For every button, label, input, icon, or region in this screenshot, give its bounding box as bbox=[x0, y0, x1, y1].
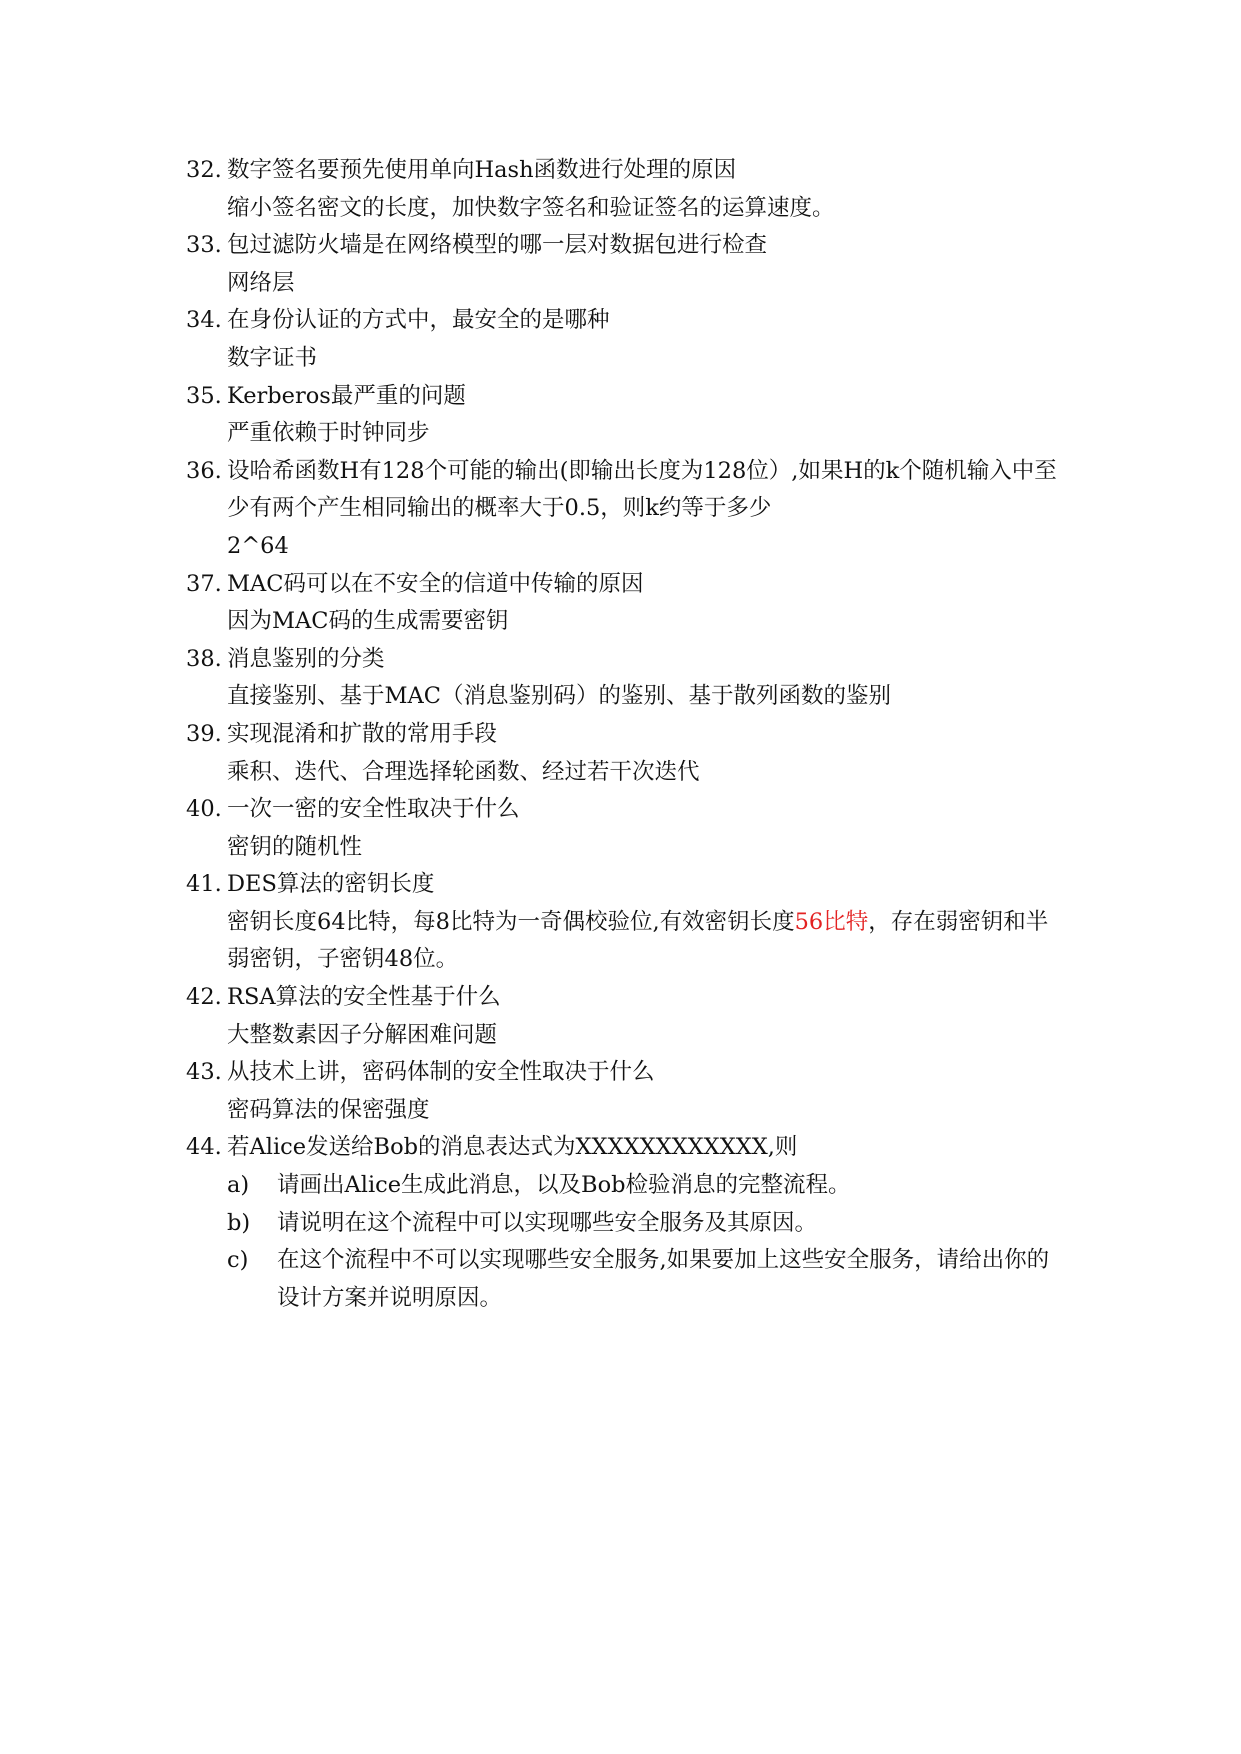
qa-item-43 bbox=[186, 1054, 1066, 1129]
sub-question-a bbox=[227, 1167, 1066, 1205]
question-text: 数字签名要预先使用单向Hash函数进行处理的原因 bbox=[227, 157, 737, 183]
question-text: MAC码可以在不安全的信道中传输的原因 bbox=[227, 570, 644, 597]
question-text: 包过滤防火墙是在网络模型的哪一层对数据包进行检查 bbox=[227, 232, 768, 259]
qa-item-39 bbox=[186, 716, 1066, 791]
sub-question-label: a) bbox=[227, 1172, 250, 1199]
qa-item-40 bbox=[186, 791, 1066, 866]
answer-text: 直接鉴别、基于MAC（消息鉴别码）的鉴别、基于散列函数的鉴别 bbox=[227, 683, 892, 710]
qa-item-32 bbox=[186, 152, 1066, 227]
qa-item-36 bbox=[186, 453, 1066, 566]
question-number: 44. bbox=[186, 1134, 222, 1161]
question-number: 42. bbox=[186, 984, 222, 1011]
qa-item-34 bbox=[186, 302, 1066, 377]
answer-text: 大整数素因子分解困难问题 bbox=[227, 1021, 498, 1048]
answer-text: 缩小签名密文的长度，加快数字签名和验证签名的运算速度。 bbox=[227, 194, 835, 221]
sub-question-label: b) bbox=[227, 1209, 251, 1236]
answer-text: 密码算法的保密强度 bbox=[227, 1096, 430, 1123]
question-text: 设哈希函数H有128个可能的输出(即输出长度为128位）,如果H的k个随机输入中至少有两个产生相同输出的概率大于0.5，则k约等于多少 bbox=[227, 457, 1057, 522]
highlighted-answer-text: 56比特 bbox=[794, 908, 869, 935]
document-body bbox=[186, 152, 1066, 1317]
question-number: 37. bbox=[186, 570, 222, 597]
qa-item-33 bbox=[186, 227, 1066, 302]
answer-text: 密钥的随机性 bbox=[227, 833, 363, 860]
question-number: 33. bbox=[186, 232, 222, 259]
answer-text: 网络层 bbox=[227, 269, 295, 296]
question-number: 43. bbox=[186, 1059, 222, 1086]
answer-text: 2^64 bbox=[227, 532, 289, 559]
qa-item-42 bbox=[186, 979, 1066, 1054]
question-text: DES算法的密钥长度 bbox=[227, 871, 435, 898]
answer-text bbox=[227, 904, 1066, 979]
question-text: RSA算法的安全性基于什么 bbox=[227, 984, 501, 1011]
question-number: 40. bbox=[186, 796, 222, 823]
question-text: 一次一密的安全性取决于什么 bbox=[227, 796, 520, 823]
sub-question-label: c) bbox=[227, 1247, 249, 1274]
question-text: 在身份认证的方式中，最安全的是哪种 bbox=[227, 307, 610, 334]
question-number: 39. bbox=[186, 720, 222, 747]
question-text: 若Alice发送给Bob的消息表达式为XXXXXXXXXXXX,则 bbox=[227, 1134, 798, 1161]
sub-question-text: 请画出Alice生成此消息，以及Bob检验消息的完整流程。 bbox=[277, 1172, 851, 1199]
question-number: 41. bbox=[186, 871, 222, 898]
answer-text: 严重依赖于时钟同步 bbox=[227, 420, 430, 447]
answer-text: 数字证书 bbox=[227, 344, 318, 371]
sub-question-list bbox=[227, 1167, 1066, 1317]
answer-text-part: 密钥长度64比特，每8比特为一奇偶校验位,有效密钥长度 bbox=[227, 908, 795, 935]
question-text: 消息鉴别的分类 bbox=[227, 645, 385, 672]
sub-question-b bbox=[227, 1205, 1066, 1243]
sub-question-text: 请说明在这个流程中可以实现哪些安全服务及其原因。 bbox=[277, 1209, 818, 1236]
answer-text: 乘积、迭代、合理选择轮函数、经过若干次迭代 bbox=[227, 758, 700, 785]
answer-text-part: ，存在弱密钥和半弱密钥，子密钥48位。 bbox=[227, 908, 1049, 973]
question-number: 32. bbox=[186, 157, 222, 183]
question-text: 实现混淆和扩散的常用手段 bbox=[227, 720, 498, 747]
question-number: 36. bbox=[186, 457, 222, 484]
qa-item-35 bbox=[186, 378, 1066, 453]
question-number: 38. bbox=[186, 645, 222, 672]
question-text: 从技术上讲，密码体制的安全性取决于什么 bbox=[227, 1059, 655, 1086]
sub-question-c bbox=[227, 1242, 1066, 1317]
question-number: 35. bbox=[186, 382, 222, 409]
sub-question-text: 在这个流程中不可以实现哪些安全服务,如果要加上这些安全服务，请给出你的设计方案并说明原因。 bbox=[277, 1247, 1050, 1311]
question-text: Kerberos最严重的问题 bbox=[227, 382, 466, 409]
qa-item-38 bbox=[186, 641, 1066, 716]
qa-item-37 bbox=[186, 566, 1066, 641]
question-number: 34. bbox=[186, 307, 222, 334]
qa-item-41 bbox=[186, 866, 1066, 979]
qa-item-44 bbox=[186, 1129, 1066, 1317]
answer-text: 因为MAC码的生成需要密钥 bbox=[227, 608, 509, 635]
